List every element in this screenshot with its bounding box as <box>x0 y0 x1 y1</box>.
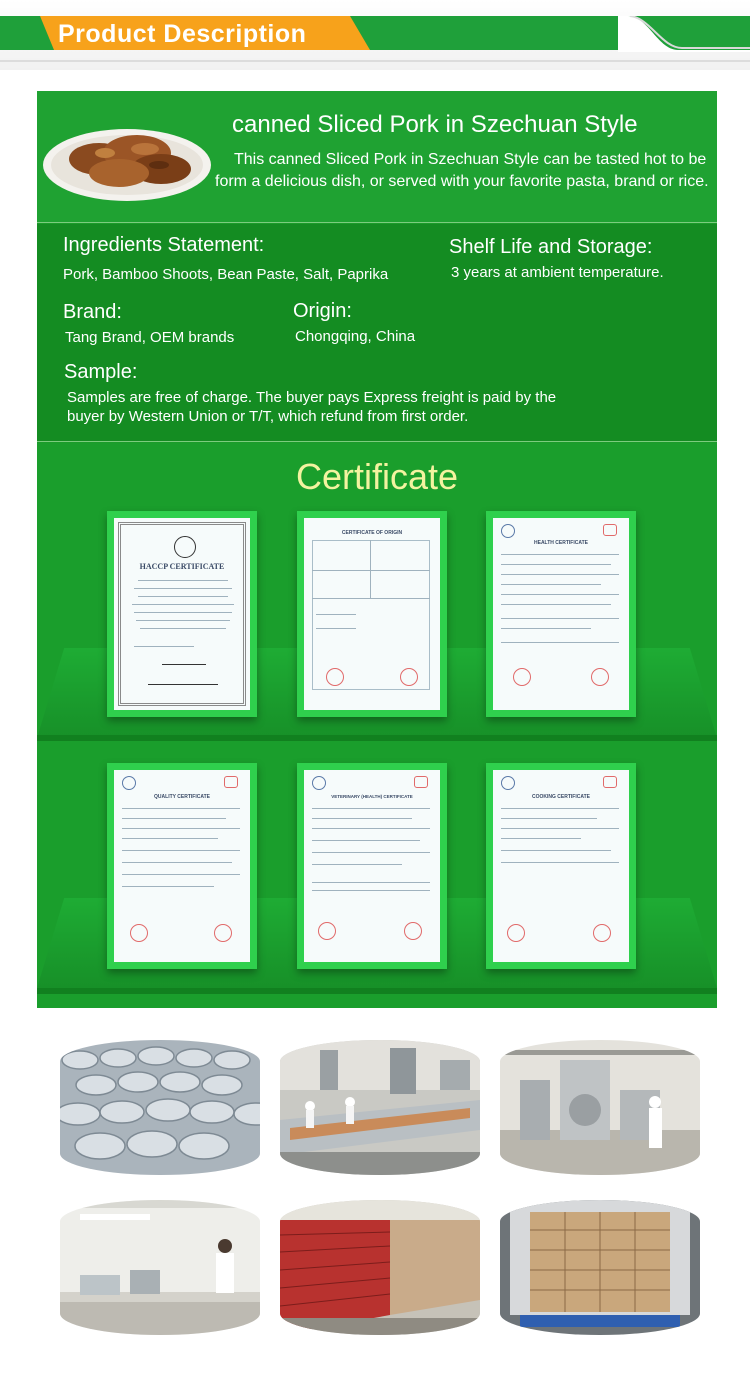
certificate-heading: HEALTH CERTIFICATE <box>534 540 588 546</box>
laboratory-photo <box>60 1200 260 1335</box>
certificate-heading: COOKING CERTIFICATE <box>532 794 590 800</box>
certificate-of-origin <box>297 511 447 717</box>
container-loading-image <box>500 1200 700 1335</box>
production-line-image <box>280 1040 480 1175</box>
pork-dish-image <box>41 113 213 205</box>
product-intro <box>37 91 717 223</box>
certificate-heading: VETERINARY (HEALTH) CERTIFICATE <box>331 794 413 799</box>
certificate-document <box>304 770 440 962</box>
product-description: This canned Sliced Pork in Szechuan Style can be tasted hot to be form a delicious dish, or served with your favorite pasta, brand or rice. <box>215 151 709 190</box>
warehouse-cans-photo <box>280 1200 480 1335</box>
warehouse-cans-image <box>280 1200 480 1335</box>
certificate-document <box>493 770 629 962</box>
origin-value: Chongqing, China <box>295 328 416 345</box>
metal-cans-photo <box>60 1040 260 1175</box>
certificate-heading: HACCP CERTIFICATE <box>139 562 225 571</box>
ingredients-value: Pork, Bamboo Shoots, Bean Paste, Salt, Paprika <box>63 266 389 283</box>
shelf-life-value: 3 years at ambient temperature. <box>451 264 664 281</box>
processing-equipment-image <box>500 1040 700 1175</box>
product-info-panel <box>37 91 717 1008</box>
certificate-heading: QUALITY CERTIFICATE <box>154 794 210 800</box>
haccp-certificate <box>107 511 257 717</box>
brand-label: Brand: <box>63 301 122 323</box>
processing-equipment-photo <box>500 1040 700 1175</box>
certificate-document <box>114 770 250 962</box>
header-divider <box>0 60 750 62</box>
certificate-document <box>304 518 440 710</box>
certificate-document <box>114 518 250 710</box>
certificate-document <box>493 518 629 710</box>
veterinary-certificate <box>297 763 447 969</box>
ingredients-label: Ingredients Statement: <box>63 234 265 256</box>
cooking-certificate <box>486 763 636 969</box>
shelf-edge-top <box>37 735 717 741</box>
certificate-title: Certificate <box>295 456 459 497</box>
header-title: Product Description <box>58 20 307 48</box>
production-line-photo <box>280 1040 480 1175</box>
laboratory-image <box>60 1200 260 1335</box>
certificate-heading: CERTIFICATE OF ORIGIN <box>341 530 403 536</box>
product-title: canned Sliced Pork in Szechuan Style <box>232 111 638 138</box>
header-swoosh-icon <box>618 16 750 52</box>
product-description-header <box>0 0 750 70</box>
metal-cans-image <box>60 1040 260 1175</box>
health-certificate <box>486 511 636 717</box>
product-details <box>37 224 717 442</box>
quality-certificate <box>107 763 257 969</box>
container-loading-photo <box>500 1200 700 1335</box>
certificate-section <box>37 443 717 1008</box>
shelf-edge-bottom <box>37 988 717 994</box>
sample-label: Sample: <box>64 361 138 383</box>
origin-label: Origin: <box>293 300 352 322</box>
shelf-life-label: Shelf Life and Storage: <box>449 236 653 258</box>
brand-value: Tang Brand, OEM brands <box>65 329 235 346</box>
sample-value: Samples are free of charge. The buyer pays Express freight is paid by the buyer by Western Union or T/T, which refund from first order. <box>67 389 557 425</box>
